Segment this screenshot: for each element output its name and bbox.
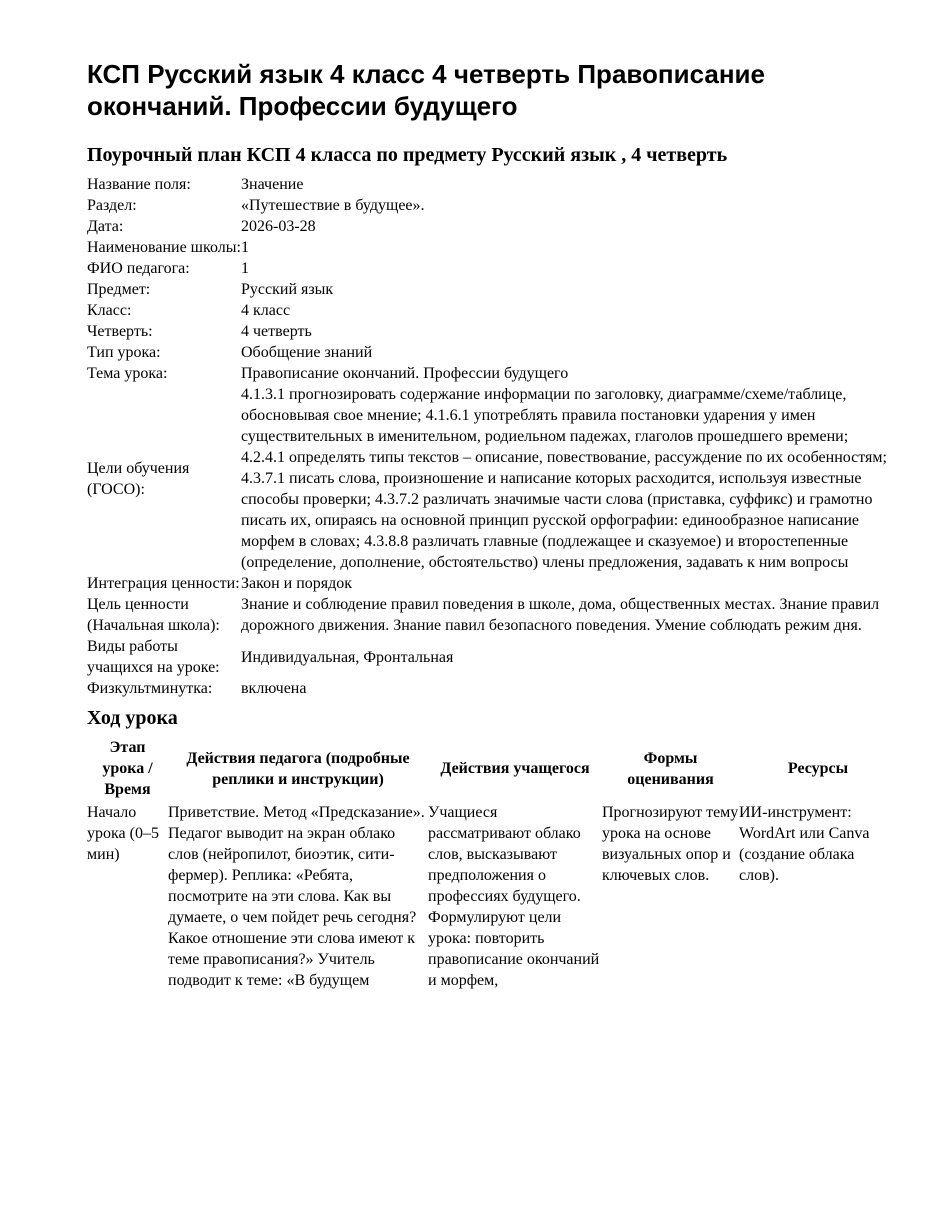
field-value: Правописание окончаний. Профессии будущего — [241, 365, 569, 382]
field-value: Обобщение знаний — [241, 344, 373, 361]
field-key: Тип урока: — [87, 344, 161, 361]
fields-table — [87, 174, 891, 699]
field-row — [87, 321, 891, 342]
field-key: Раздел: — [87, 197, 137, 214]
plan-subtitle: Поурочный план КСП 4 класса по предмету Русский язык , 4 четверть — [87, 144, 728, 166]
field-value: 4.1.3.1 прогнозировать содержание информации по заголовку, диаграмме/схеме/таблице, обосновывая свое мнение; 4.1.6.1 употреблять правила постановки ударения у имен существительных в именительном, родиельном падежах, глаголов прошедшего времени; 4.2.4.1 определять типы текстов – описание, повествование, рассуждение по их особенностям; 4.3.7.1 писать слова, произношение и написание которых расходится, используя известные способы проверки; 4.3.7.2 различать значимые части слова (приставка, суффикс) и грамотно писать их, опираясь на основной принцип русской орфографии: единообразное написание морфем в словах; 4.3.8.8 различать главные (подлежащее и сказуемое) и второстепенные (определение, дополнение, обстоятельство) члены предложения, задавать к ним вопросы — [241, 386, 887, 571]
lesson-cell: Приветствие. Метод «Предсказание». Педагог выводит на экран облако слов (нейропилот, биоэтик, сити-фермер). Реплика: «Ребята, посмотрите на эти слова. Как вы думаете, о чем пойдет речь сегодня? Какое отношение эти слова имеют к теме правописания?» Учитель подводит к теме: «В будущем — [168, 804, 425, 989]
lesson-column-header: Этап урока / Время — [102, 739, 153, 798]
page-title: КСП Русский язык 4 класс 4 четверть Правописание окончаний. Профессии будущего — [87, 59, 765, 121]
field-row — [87, 195, 891, 216]
field-value: 4 класс — [241, 302, 291, 319]
lesson-table — [87, 737, 897, 991]
lesson-column-header: Ресурсы — [787, 760, 849, 777]
field-key: Цели обучения (ГОСО): — [87, 459, 190, 498]
lesson-cell: Прогнозируют тему урока на основе визуальных опор и ключевых слов. — [602, 804, 739, 884]
field-value: Русский язык — [241, 281, 334, 298]
field-row — [87, 573, 891, 594]
field-value: Закон и порядок — [241, 575, 353, 592]
lesson-column-header: Формы оценивания — [627, 749, 714, 788]
field-row — [87, 237, 891, 258]
lesson-table-header-row — [87, 737, 897, 802]
field-row — [87, 300, 891, 321]
field-row — [87, 594, 891, 636]
field-key: Название поля: — [87, 176, 191, 193]
field-value: 4 четверть — [241, 323, 312, 340]
field-row — [87, 174, 891, 195]
field-row — [87, 363, 891, 384]
field-key: Тема урока: — [87, 365, 168, 382]
document-page — [87, 58, 897, 991]
field-key: Физкультминутка: — [87, 680, 213, 697]
field-key: Цель ценности (Начальная школа): — [87, 596, 220, 634]
field-row — [87, 636, 891, 678]
lesson-heading: Ход урока — [87, 707, 178, 729]
field-key: Класс: — [87, 302, 132, 319]
lesson-cell: ИИ-инструмент: WordArt или Canva (создание облака слов). — [739, 804, 870, 884]
lesson-cell: Учащиеся рассматривают облако слов, высказывают предположения о профессиях будущего. Формулируют цели урока: повторить правописание окончаний и морфем, — [428, 804, 600, 989]
field-key: Дата: — [87, 218, 124, 235]
field-value: «Путешествие в будущее». — [241, 197, 425, 214]
field-value: 2026-03-28 — [241, 218, 316, 235]
field-value: включена — [241, 680, 307, 697]
lesson-column-header: Действия учащегося — [440, 760, 590, 777]
lesson-row — [87, 802, 897, 991]
field-key: Четверть: — [87, 323, 153, 340]
field-row — [87, 384, 891, 573]
field-row — [87, 258, 891, 279]
field-key: Наименование школы: — [87, 239, 241, 256]
field-value: 1 — [241, 239, 249, 256]
field-value: Значение — [241, 176, 304, 193]
field-row — [87, 216, 891, 237]
field-key: Виды работы учащихся на уроке: — [87, 638, 220, 676]
field-key: Предмет: — [87, 281, 151, 298]
field-key: ФИО педагога: — [87, 260, 190, 277]
field-value: 1 — [241, 260, 249, 277]
field-row — [87, 678, 891, 699]
field-value: Индивидуальная, Фронтальная — [241, 648, 454, 666]
field-key: Интеграция ценности: — [87, 575, 240, 592]
field-row — [87, 279, 891, 300]
field-row — [87, 342, 891, 363]
lesson-cell: Начало урока (0–5 мин) — [87, 804, 159, 863]
lesson-column-header: Действия педагога (подробные реплики и инструкции) — [186, 749, 410, 788]
field-value: Знание и соблюдение правил поведения в школе, дома, общественных местах. Знание правил дорожного движения. Знание павил безопасного поведения. Умение соблюдать режим дня. — [241, 596, 880, 634]
